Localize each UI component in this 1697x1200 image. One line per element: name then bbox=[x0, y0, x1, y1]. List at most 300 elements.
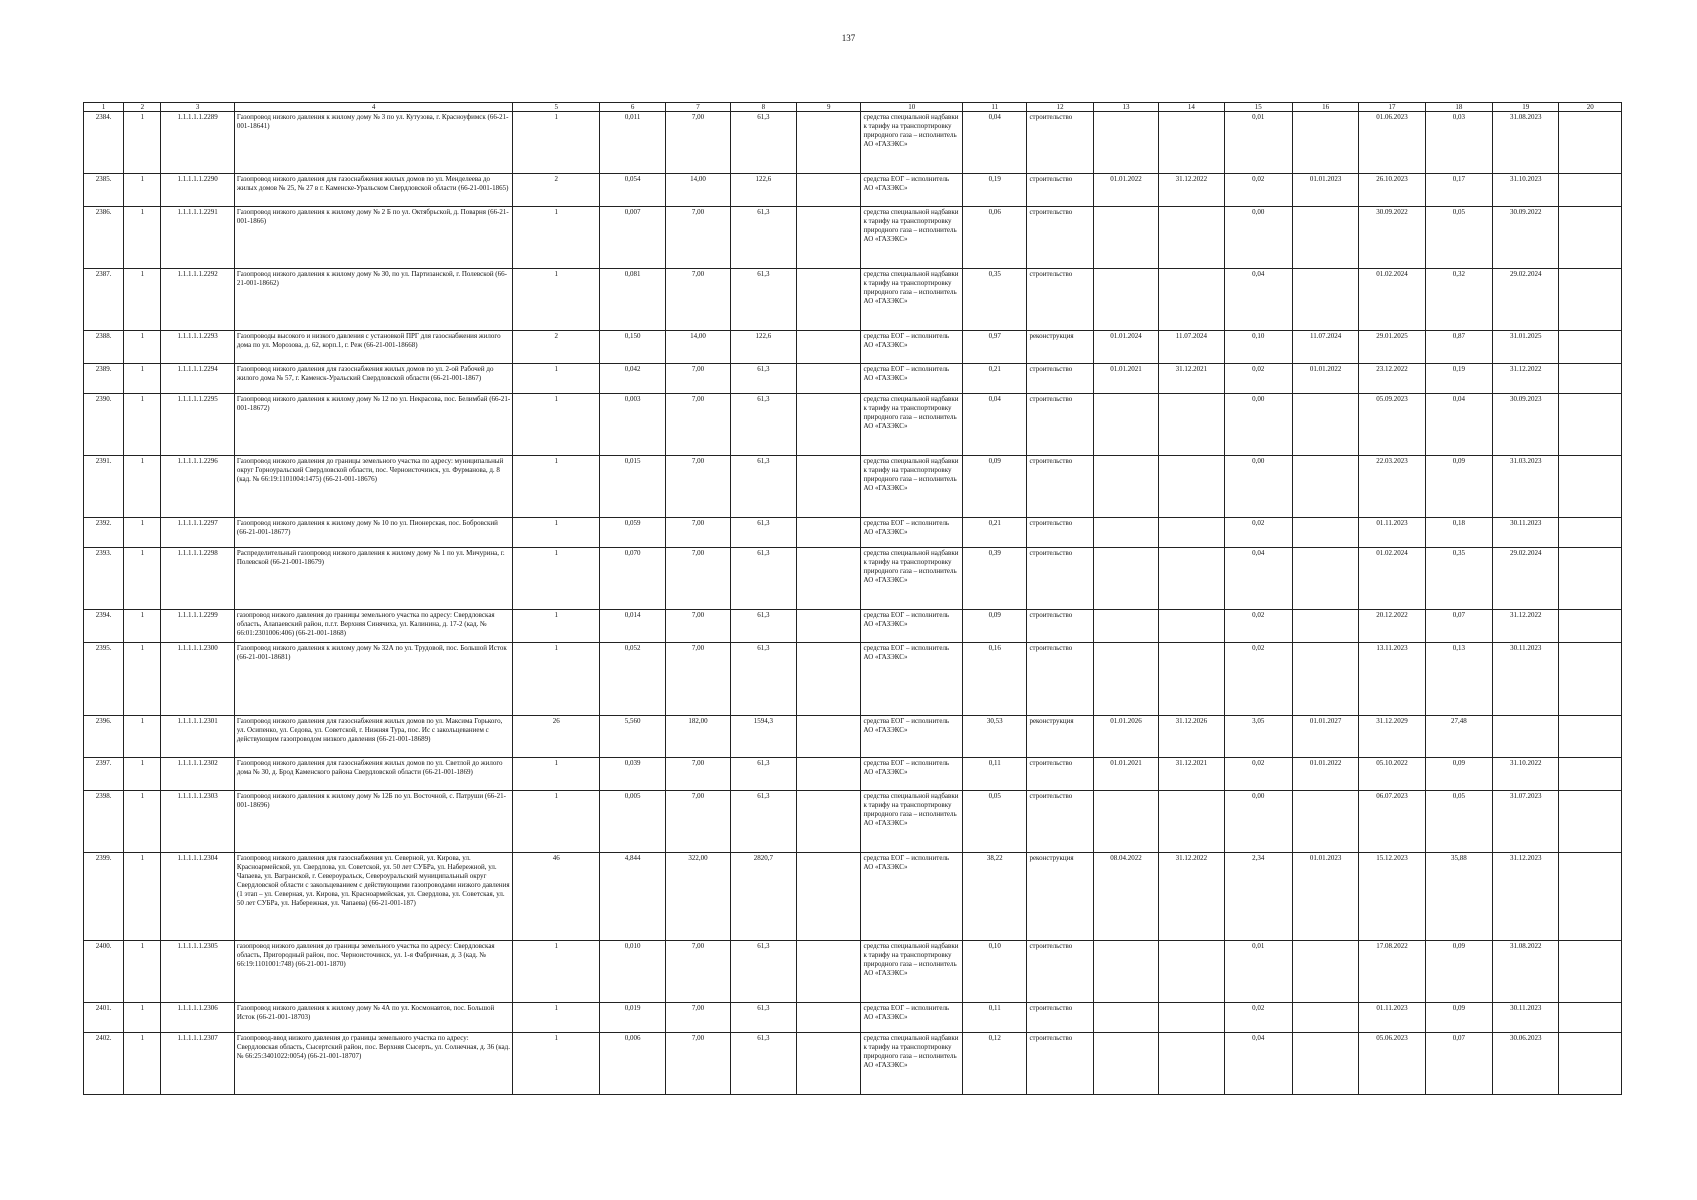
cell-row-number: 2394. bbox=[84, 610, 124, 643]
cell-deadline: 31.10.2022 bbox=[1493, 758, 1559, 791]
col-header: 10 bbox=[861, 103, 963, 112]
cell-end-date bbox=[1159, 456, 1224, 518]
cell-value-8: 61,3 bbox=[730, 610, 796, 643]
cell-funding-source: средства ЕОГ – исполнитель АО «ГАЗЭКС» bbox=[861, 716, 963, 758]
cell-level: 1 bbox=[124, 269, 161, 331]
cell-code: 1.1.1.1.1.2301 bbox=[161, 716, 234, 758]
cell-completion-date: 01.06.2023 bbox=[1359, 112, 1425, 174]
cell-cost: 0,11 bbox=[963, 758, 1027, 791]
cell-code: 1.1.1.1.1.2294 bbox=[161, 364, 234, 394]
cell-value-8: 61,3 bbox=[730, 364, 796, 394]
col-header: 17 bbox=[1359, 103, 1425, 112]
table-row bbox=[84, 331, 1622, 364]
cell-completion-date: 15.12.2023 bbox=[1359, 853, 1425, 941]
cell-object-name: Газопровод низкого давления к жилому дому № 12Б по ул. Восточной, с. Патруши (66-21-001-18696) bbox=[234, 791, 513, 853]
cell-code: 1.1.1.1.1.2299 bbox=[161, 610, 234, 643]
cell-length: 0,015 bbox=[599, 456, 665, 518]
cell-value-18: 0,09 bbox=[1425, 456, 1492, 518]
table-row bbox=[84, 791, 1622, 853]
cell-row-number: 2402. bbox=[84, 1033, 124, 1095]
cell-value-20 bbox=[1559, 518, 1622, 548]
cell-value-16: 01.01.2023 bbox=[1292, 853, 1358, 941]
cell-value-9 bbox=[797, 941, 861, 1003]
cell-funding-source: средства ЕОГ – исполнитель АО «ГАЗЭКС» bbox=[861, 758, 963, 791]
table-row bbox=[84, 518, 1622, 548]
cell-deadline bbox=[1493, 716, 1559, 758]
cell-level: 1 bbox=[124, 853, 161, 941]
cell-length: 0,059 bbox=[599, 518, 665, 548]
table-row bbox=[84, 364, 1622, 394]
table-row bbox=[84, 941, 1622, 1003]
cell-value-8: 61,3 bbox=[730, 1003, 796, 1033]
cell-code: 1.1.1.1.1.2292 bbox=[161, 269, 234, 331]
cell-value-9 bbox=[797, 791, 861, 853]
cell-work-type: строительство bbox=[1027, 548, 1093, 610]
table-row bbox=[84, 643, 1622, 716]
cell-funding-source: средства ЕОГ – исполнитель АО «ГАЗЭКС» bbox=[861, 174, 963, 207]
page-number: 137 bbox=[841, 33, 856, 43]
cell-funding-source: средства специальной надбавки к тарифу на транспортировку природного газа – исполнитель АО «ГАЗЭКС» bbox=[861, 1033, 963, 1095]
cell-value-15: 0,02 bbox=[1224, 1003, 1292, 1033]
cell-completion-date: 06.07.2023 bbox=[1359, 791, 1425, 853]
cell-value-7: 7,00 bbox=[666, 518, 730, 548]
cell-work-type: реконструкция bbox=[1027, 853, 1093, 941]
cell-cost: 0,04 bbox=[963, 112, 1027, 174]
cell-end-date bbox=[1159, 269, 1224, 331]
cell-value-9 bbox=[797, 1003, 861, 1033]
table-row bbox=[84, 716, 1622, 758]
cell-units: 1 bbox=[513, 456, 600, 518]
cell-code: 1.1.1.1.1.2307 bbox=[161, 1033, 234, 1095]
cell-value-8: 61,3 bbox=[730, 941, 796, 1003]
cell-value-16 bbox=[1292, 456, 1358, 518]
cell-value-15: 3,05 bbox=[1224, 716, 1292, 758]
cell-value-9 bbox=[797, 331, 861, 364]
cell-units: 2 bbox=[513, 174, 600, 207]
col-header: 18 bbox=[1425, 103, 1492, 112]
cell-completion-date: 31.12.2029 bbox=[1359, 716, 1425, 758]
cell-value-16 bbox=[1292, 394, 1358, 456]
table-row bbox=[84, 269, 1622, 331]
cell-value-16 bbox=[1292, 518, 1358, 548]
cell-object-name: газопровод низкого давления до границы земельного участка по адресу: Свердловская область, Пригородный район, пос. Черноисточинск, ул. 1-я Фабричная, д. 3 (кад. № 66:19:1101001:748) (66-21-001-1870) bbox=[234, 941, 513, 1003]
cell-completion-date: 05.06.2023 bbox=[1359, 1033, 1425, 1095]
cell-start-date: 01.01.2024 bbox=[1093, 331, 1158, 364]
cell-value-18: 0,09 bbox=[1425, 758, 1492, 791]
cell-value-20 bbox=[1559, 112, 1622, 174]
cell-units: 26 bbox=[513, 716, 600, 758]
cell-level: 1 bbox=[124, 364, 161, 394]
cell-cost: 0,16 bbox=[963, 643, 1027, 716]
cell-end-date: 31.12.2022 bbox=[1159, 853, 1224, 941]
cell-value-18: 0,17 bbox=[1425, 174, 1492, 207]
cell-deadline: 30.06.2023 bbox=[1493, 1033, 1559, 1095]
cell-level: 1 bbox=[124, 174, 161, 207]
cell-value-15: 0,02 bbox=[1224, 174, 1292, 207]
cell-units: 1 bbox=[513, 364, 600, 394]
cell-length: 0,039 bbox=[599, 758, 665, 791]
cell-length: 5,560 bbox=[599, 716, 665, 758]
cell-value-8: 61,3 bbox=[730, 643, 796, 716]
cell-start-date: 08.04.2022 bbox=[1093, 853, 1158, 941]
cell-end-date bbox=[1159, 518, 1224, 548]
cell-value-16 bbox=[1292, 112, 1358, 174]
cell-cost: 0,39 bbox=[963, 548, 1027, 610]
cell-units: 1 bbox=[513, 610, 600, 643]
cell-value-15: 0,00 bbox=[1224, 456, 1292, 518]
cell-start-date bbox=[1093, 518, 1158, 548]
cell-completion-date: 26.10.2023 bbox=[1359, 174, 1425, 207]
cell-cost: 0,19 bbox=[963, 174, 1027, 207]
table-row bbox=[84, 610, 1622, 643]
cell-value-9 bbox=[797, 364, 861, 394]
cell-row-number: 2398. bbox=[84, 791, 124, 853]
cell-work-type: строительство bbox=[1027, 207, 1093, 269]
cell-start-date bbox=[1093, 207, 1158, 269]
cell-work-type: строительство bbox=[1027, 1033, 1093, 1095]
cell-value-18: 0,04 bbox=[1425, 394, 1492, 456]
cell-value-18: 0,19 bbox=[1425, 364, 1492, 394]
cell-value-20 bbox=[1559, 364, 1622, 394]
cell-value-20 bbox=[1559, 331, 1622, 364]
cell-value-8: 122,6 bbox=[730, 331, 796, 364]
cell-value-18: 35,88 bbox=[1425, 853, 1492, 941]
cell-length: 0,042 bbox=[599, 364, 665, 394]
cell-code: 1.1.1.1.1.2298 bbox=[161, 548, 234, 610]
cell-length: 0,070 bbox=[599, 548, 665, 610]
col-header: 7 bbox=[666, 103, 730, 112]
cell-level: 1 bbox=[124, 518, 161, 548]
cell-value-18: 0,05 bbox=[1425, 207, 1492, 269]
col-header: 15 bbox=[1224, 103, 1292, 112]
table-row bbox=[84, 758, 1622, 791]
cell-units: 2 bbox=[513, 331, 600, 364]
cell-units: 1 bbox=[513, 394, 600, 456]
cell-length: 0,010 bbox=[599, 941, 665, 1003]
cell-object-name: Газопровод низкого давления к жилому дому № 3 по ул. Кутузова, г. Красноуфимск (66-21-001-18641) bbox=[234, 112, 513, 174]
cell-row-number: 2389. bbox=[84, 364, 124, 394]
cell-value-7: 7,00 bbox=[666, 791, 730, 853]
cell-funding-source: средства специальной надбавки к тарифу на транспортировку природного газа – исполнитель АО «ГАЗЭКС» bbox=[861, 394, 963, 456]
cell-row-number: 2390. bbox=[84, 394, 124, 456]
cell-end-date bbox=[1159, 394, 1224, 456]
cell-value-15: 0,04 bbox=[1224, 1033, 1292, 1095]
cell-value-20 bbox=[1559, 1003, 1622, 1033]
cell-value-20 bbox=[1559, 456, 1622, 518]
cell-deadline: 29.02.2024 bbox=[1493, 269, 1559, 331]
cell-value-15: 0,10 bbox=[1224, 331, 1292, 364]
cell-deadline: 31.03.2023 bbox=[1493, 456, 1559, 518]
cell-length: 0,003 bbox=[599, 394, 665, 456]
cell-work-type: строительство bbox=[1027, 394, 1093, 456]
cell-value-15: 0,02 bbox=[1224, 643, 1292, 716]
cell-level: 1 bbox=[124, 548, 161, 610]
cell-code: 1.1.1.1.1.2291 bbox=[161, 207, 234, 269]
cell-deadline: 30.09.2022 bbox=[1493, 207, 1559, 269]
cell-cost: 0,09 bbox=[963, 456, 1027, 518]
cell-value-15: 0,02 bbox=[1224, 758, 1292, 791]
cell-object-name: Газопровод низкого давления к жилому дому № 32А по ул. Трудовой, пос. Большой Исток (66-21-001-18681) bbox=[234, 643, 513, 716]
cell-row-number: 2384. bbox=[84, 112, 124, 174]
cell-cost: 0,35 bbox=[963, 269, 1027, 331]
cell-object-name: газопровод низкого давления до границы земельного участка по адресу: Свердловская область, Алапаевский район, п.г.т. Верхняя Синячиха, ул. Калинина, д. 17-2 (кад. № 66:01:2301006:406) (66-21-001-1868) bbox=[234, 610, 513, 643]
cell-length: 0,054 bbox=[599, 174, 665, 207]
cell-value-18: 0,18 bbox=[1425, 518, 1492, 548]
cell-work-type: строительство bbox=[1027, 456, 1093, 518]
col-header: 19 bbox=[1493, 103, 1559, 112]
cell-completion-date: 01.02.2024 bbox=[1359, 269, 1425, 331]
cell-value-15: 0,00 bbox=[1224, 791, 1292, 853]
cell-units: 1 bbox=[513, 941, 600, 1003]
cell-work-type: строительство bbox=[1027, 941, 1093, 1003]
col-header: 6 bbox=[599, 103, 665, 112]
cell-value-7: 7,00 bbox=[666, 610, 730, 643]
cell-value-9 bbox=[797, 758, 861, 791]
cell-units: 1 bbox=[513, 643, 600, 716]
cell-object-name: Газопровод низкого давления к жилому дому № 10 по ул. Пионерская, пос. Бобровский (66-21-001-18677) bbox=[234, 518, 513, 548]
cell-end-date: 31.12.2022 bbox=[1159, 174, 1224, 207]
col-header: 11 bbox=[963, 103, 1027, 112]
cell-value-9 bbox=[797, 548, 861, 610]
cell-row-number: 2399. bbox=[84, 853, 124, 941]
cell-start-date: 01.01.2022 bbox=[1093, 174, 1158, 207]
cell-code: 1.1.1.1.1.2293 bbox=[161, 331, 234, 364]
cell-end-date bbox=[1159, 548, 1224, 610]
col-header: 1 bbox=[84, 103, 124, 112]
cell-end-date: 31.12.2026 bbox=[1159, 716, 1224, 758]
cell-work-type: реконструкция bbox=[1027, 716, 1093, 758]
cell-start-date: 01.01.2021 bbox=[1093, 364, 1158, 394]
cell-row-number: 2396. bbox=[84, 716, 124, 758]
cell-funding-source: средства специальной надбавки к тарифу на транспортировку природного газа – исполнитель АО «ГАЗЭКС» bbox=[861, 456, 963, 518]
cell-units: 1 bbox=[513, 548, 600, 610]
col-header: 3 bbox=[161, 103, 234, 112]
cell-value-16 bbox=[1292, 548, 1358, 610]
cell-value-16: 11.07.2024 bbox=[1292, 331, 1358, 364]
cell-funding-source: средства ЕОГ – исполнитель АО «ГАЗЭКС» bbox=[861, 853, 963, 941]
cell-value-18: 0,13 bbox=[1425, 643, 1492, 716]
cell-deadline: 29.02.2024 bbox=[1493, 548, 1559, 610]
cell-code: 1.1.1.1.1.2304 bbox=[161, 853, 234, 941]
cell-value-7: 322,00 bbox=[666, 853, 730, 941]
cell-start-date bbox=[1093, 643, 1158, 716]
cell-work-type: строительство bbox=[1027, 1003, 1093, 1033]
cell-length: 0,150 bbox=[599, 331, 665, 364]
cell-code: 1.1.1.1.1.2295 bbox=[161, 394, 234, 456]
table-row bbox=[84, 1033, 1622, 1095]
cell-value-20 bbox=[1559, 610, 1622, 643]
cell-value-7: 7,00 bbox=[666, 1033, 730, 1095]
cell-completion-date: 29.01.2025 bbox=[1359, 331, 1425, 364]
cell-value-16 bbox=[1292, 643, 1358, 716]
cell-completion-date: 20.12.2022 bbox=[1359, 610, 1425, 643]
cell-start-date bbox=[1093, 394, 1158, 456]
cell-funding-source: средства специальной надбавки к тарифу на транспортировку природного газа – исполнитель АО «ГАЗЭКС» bbox=[861, 791, 963, 853]
cell-completion-date: 01.02.2024 bbox=[1359, 548, 1425, 610]
cell-work-type: строительство bbox=[1027, 758, 1093, 791]
cell-code: 1.1.1.1.1.2296 bbox=[161, 456, 234, 518]
cell-value-8: 61,3 bbox=[730, 758, 796, 791]
cell-funding-source: средства ЕОГ – исполнитель АО «ГАЗЭКС» bbox=[861, 1003, 963, 1033]
cell-funding-source: средства ЕОГ – исполнитель АО «ГАЗЭКС» bbox=[861, 643, 963, 716]
cell-cost: 0,09 bbox=[963, 610, 1027, 643]
cell-value-15: 0,00 bbox=[1224, 207, 1292, 269]
cell-completion-date: 17.08.2022 bbox=[1359, 941, 1425, 1003]
cell-level: 1 bbox=[124, 643, 161, 716]
cell-start-date: 01.01.2021 bbox=[1093, 758, 1158, 791]
cell-object-name: Распределительный газопровод низкого давления к жилому дому № 1 по ул. Мичурина, г. Полевской (66-21-001-18679) bbox=[234, 548, 513, 610]
cell-start-date bbox=[1093, 548, 1158, 610]
cell-completion-date: 01.11.2023 bbox=[1359, 518, 1425, 548]
cell-value-18: 0,09 bbox=[1425, 941, 1492, 1003]
cell-value-7: 7,00 bbox=[666, 456, 730, 518]
cell-value-18: 0,09 bbox=[1425, 1003, 1492, 1033]
table-row bbox=[84, 853, 1622, 941]
cell-value-20 bbox=[1559, 394, 1622, 456]
cell-level: 1 bbox=[124, 456, 161, 518]
cell-completion-date: 30.09.2022 bbox=[1359, 207, 1425, 269]
cell-end-date bbox=[1159, 791, 1224, 853]
cell-value-8: 61,3 bbox=[730, 269, 796, 331]
col-header: 2 bbox=[124, 103, 161, 112]
cell-row-number: 2400. bbox=[84, 941, 124, 1003]
cell-value-15: 0,02 bbox=[1224, 518, 1292, 548]
col-header: 9 bbox=[797, 103, 861, 112]
cell-object-name: Газопровод низкого давления для газоснабжения жилых домов по ул. Менделеева до жилых домов № 25, № 27 в г. Каменске-Уральском Свердловской области (66-21-001-1865) bbox=[234, 174, 513, 207]
cell-value-18: 0,03 bbox=[1425, 112, 1492, 174]
cell-completion-date: 05.09.2023 bbox=[1359, 394, 1425, 456]
col-header: 13 bbox=[1093, 103, 1158, 112]
cell-funding-source: средства специальной надбавки к тарифу на транспортировку природного газа – исполнитель АО «ГАЗЭКС» bbox=[861, 112, 963, 174]
cell-value-20 bbox=[1559, 853, 1622, 941]
cell-value-7: 7,00 bbox=[666, 941, 730, 1003]
cell-value-15: 0,02 bbox=[1224, 364, 1292, 394]
cell-code: 1.1.1.1.1.2297 bbox=[161, 518, 234, 548]
cell-value-18: 27,48 bbox=[1425, 716, 1492, 758]
cell-level: 1 bbox=[124, 791, 161, 853]
cell-value-8: 61,3 bbox=[730, 791, 796, 853]
cell-value-8: 61,3 bbox=[730, 456, 796, 518]
cell-cost: 0,21 bbox=[963, 364, 1027, 394]
cell-value-7: 7,00 bbox=[666, 643, 730, 716]
cell-value-16 bbox=[1292, 791, 1358, 853]
cell-deadline: 30.11.2023 bbox=[1493, 1003, 1559, 1033]
cell-cost: 0,06 bbox=[963, 207, 1027, 269]
cell-value-16 bbox=[1292, 941, 1358, 1003]
cell-row-number: 2388. bbox=[84, 331, 124, 364]
gas-pipeline-register-table bbox=[83, 102, 1622, 1095]
cell-funding-source: средства специальной надбавки к тарифу на транспортировку природного газа – исполнитель АО «ГАЗЭКС» bbox=[861, 269, 963, 331]
cell-deadline: 31.10.2023 bbox=[1493, 174, 1559, 207]
cell-object-name: Газопровод-ввод низкого давления до границы земельного участка по адресу: Свердловская область, Сысертский район, пос. Верхняя Сысерть, ул. Солнечная, д. 36 (кад. № 66:25:3401022:0054) (66-21-001-18707) bbox=[234, 1033, 513, 1095]
cell-object-name: Газопровод низкого давления для газоснабжения жилых домов по ул. Светлой до жилого дома № 30, д. Брод Каменского района Свердловской области (66-21-001-1869) bbox=[234, 758, 513, 791]
cell-level: 1 bbox=[124, 207, 161, 269]
cell-object-name: Газопровод низкого давления для газоснабжения жилых домов по ул. 2-ой Рабочей до жилого дома № 57, г. Каменск-Уральский Свердловской области (66-21-001-1867) bbox=[234, 364, 513, 394]
cell-start-date bbox=[1093, 610, 1158, 643]
cell-length: 0,006 bbox=[599, 1033, 665, 1095]
cell-value-16: 01.01.2022 bbox=[1292, 364, 1358, 394]
cell-object-name: Газопровод низкого давления для газоснабжения ул. Северной, ул. Кирова, ул. Красноармейской, ул. Свердлова, ул. Советской, ул. 50 лет СУБРа, ул. Набережной, ул. Чапаева, ул. Вагранской, г. Североуральск, Североуральский муниципальный округ Свердловской области с закольцеванием с действующими газопроводами низкого давления (1 этап – ул. Северная, ул. Кирова, ул. Красноармейская, ул. Свердлова, ул. Советская, ул. 50 лет СУБРа, ул. Набережная, ул. Чапаева) (66-21-001-187) bbox=[234, 853, 513, 941]
cell-units: 1 bbox=[513, 112, 600, 174]
cell-value-16 bbox=[1292, 1033, 1358, 1095]
cell-value-7: 7,00 bbox=[666, 364, 730, 394]
table-row bbox=[84, 1003, 1622, 1033]
cell-object-name: Газопровод низкого давления к жилому дому № 12 по ул. Некрасова, пос. Белимбай (66-21-001-18672) bbox=[234, 394, 513, 456]
cell-length: 0,011 bbox=[599, 112, 665, 174]
cell-value-15: 0,00 bbox=[1224, 394, 1292, 456]
cell-value-18: 0,32 bbox=[1425, 269, 1492, 331]
cell-cost: 0,10 bbox=[963, 941, 1027, 1003]
cell-value-8: 122,6 bbox=[730, 174, 796, 207]
cell-row-number: 2393. bbox=[84, 548, 124, 610]
cell-object-name: Газопровод низкого давления к жилому дому № 2 Б по ул. Октябрьской, д. Поварня (66-21-001-1866) bbox=[234, 207, 513, 269]
cell-level: 1 bbox=[124, 1033, 161, 1095]
cell-deadline: 31.12.2022 bbox=[1493, 364, 1559, 394]
cell-deadline: 31.08.2022 bbox=[1493, 941, 1559, 1003]
cell-object-name: Газопровод низкого давления к жилому дому № 30, по ул. Партизанской, г. Полевской (66-21-001-18662) bbox=[234, 269, 513, 331]
cell-length: 0,019 bbox=[599, 1003, 665, 1033]
cell-work-type: строительство bbox=[1027, 791, 1093, 853]
cell-funding-source: средства ЕОГ – исполнитель АО «ГАЗЭКС» bbox=[861, 364, 963, 394]
cell-value-8: 61,3 bbox=[730, 1033, 796, 1095]
cell-code: 1.1.1.1.1.2300 bbox=[161, 643, 234, 716]
cell-value-9 bbox=[797, 1033, 861, 1095]
cell-work-type: строительство bbox=[1027, 610, 1093, 643]
cell-units: 1 bbox=[513, 1033, 600, 1095]
cell-value-9 bbox=[797, 610, 861, 643]
cell-level: 1 bbox=[124, 716, 161, 758]
cell-value-9 bbox=[797, 456, 861, 518]
cell-work-type: строительство bbox=[1027, 364, 1093, 394]
cell-value-8: 61,3 bbox=[730, 518, 796, 548]
cell-value-16 bbox=[1292, 1003, 1358, 1033]
cell-deadline: 30.11.2023 bbox=[1493, 518, 1559, 548]
cell-value-9 bbox=[797, 853, 861, 941]
cell-row-number: 2391. bbox=[84, 456, 124, 518]
cell-level: 1 bbox=[124, 394, 161, 456]
cell-code: 1.1.1.1.1.2290 bbox=[161, 174, 234, 207]
cell-value-16 bbox=[1292, 207, 1358, 269]
cell-value-18: 0,35 bbox=[1425, 548, 1492, 610]
cell-funding-source: средства специальной надбавки к тарифу на транспортировку природного газа – исполнитель АО «ГАЗЭКС» bbox=[861, 548, 963, 610]
col-header: 5 bbox=[513, 103, 600, 112]
cell-funding-source: средства специальной надбавки к тарифу на транспортировку природного газа – исполнитель АО «ГАЗЭКС» bbox=[861, 941, 963, 1003]
table-row bbox=[84, 174, 1622, 207]
cell-value-20 bbox=[1559, 207, 1622, 269]
cell-value-7: 7,00 bbox=[666, 112, 730, 174]
cell-value-8: 1594,3 bbox=[730, 716, 796, 758]
cell-object-name: Газопроводы высокого и низкого давления с установкой ПРГ для газоснабжения жилого дома по ул. Морозова, д. 62, корп.1, г. Реж (66-21-001-18668) bbox=[234, 331, 513, 364]
cell-row-number: 2401. bbox=[84, 1003, 124, 1033]
cell-units: 46 bbox=[513, 853, 600, 941]
cell-funding-source: средства специальной надбавки к тарифу на транспортировку природного газа – исполнитель АО «ГАЗЭКС» bbox=[861, 207, 963, 269]
cell-value-9 bbox=[797, 174, 861, 207]
cell-value-8: 61,3 bbox=[730, 548, 796, 610]
cell-value-18: 0,05 bbox=[1425, 791, 1492, 853]
col-header: 8 bbox=[730, 103, 796, 112]
cell-cost: 0,21 bbox=[963, 518, 1027, 548]
cell-end-date: 31.12.2021 bbox=[1159, 758, 1224, 791]
table-row bbox=[84, 548, 1622, 610]
cell-value-20 bbox=[1559, 791, 1622, 853]
column-number-row bbox=[84, 103, 1622, 112]
cell-value-9 bbox=[797, 112, 861, 174]
cell-length: 0,005 bbox=[599, 791, 665, 853]
cell-funding-source: средства ЕОГ – исполнитель АО «ГАЗЭКС» bbox=[861, 331, 963, 364]
cell-value-18: 0,07 bbox=[1425, 610, 1492, 643]
cell-deadline: 31.07.2023 bbox=[1493, 791, 1559, 853]
cell-value-8: 61,3 bbox=[730, 112, 796, 174]
